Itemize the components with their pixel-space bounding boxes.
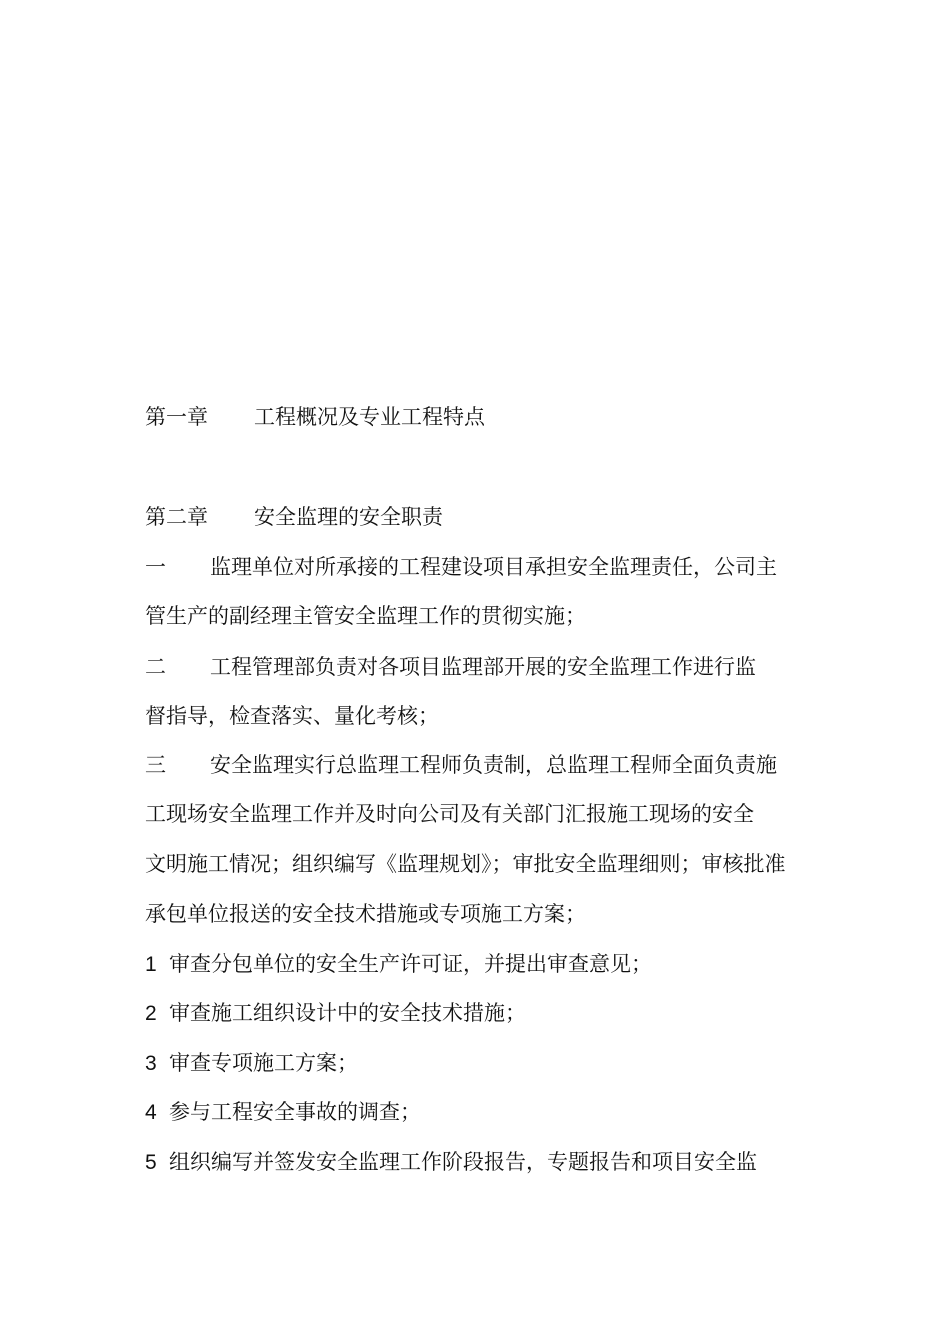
chapter-1-heading [145,403,485,431]
clause-3-line-4: 承包单位报送的安全技术措施或专项施工方案； [145,902,586,926]
list-item-text: 参与工程安全事故的调查； [169,1100,421,1124]
list-item [145,1049,358,1078]
clause-2-line-1 [145,653,756,681]
list-item [145,1098,421,1127]
clause-2-text-1: 工程管理部负责对各项目监理部开展的安全监理工作进行监 [210,655,756,679]
list-item [145,999,526,1028]
list-item [145,1148,757,1177]
list-item-number: 4 [145,1101,157,1124]
clause-1-text-1: 监理单位对所承接的工程建设项目承担安全监理责任，公司主 [210,555,777,579]
list-item-number: 1 [145,953,157,976]
clause-3-line-3: 文明施工情况；组织编写《监理规划》；审批安全监理细则；审核批准 [145,852,786,876]
chapter-2-number: 第二章 [145,505,208,529]
clause-3-marker: 三 [145,753,166,777]
clause-3-line-1 [145,751,777,779]
list-item-number: 2 [145,1002,157,1025]
list-item-number: 5 [145,1151,157,1174]
clause-1-line-2: 管生产的副经理主管安全监理工作的贯彻实施； [145,604,586,628]
list-item-text: 组织编写并签发安全监理工作阶段报告，专题报告和项目安全监 [169,1150,757,1174]
chapter-2-heading [145,503,443,531]
chapter-2-title: 安全监理的安全职责 [254,505,443,529]
clause-2-line-2: 督指导，检查落实、量化考核； [145,704,439,728]
clause-3-text-1: 安全监理实行总监理工程师负责制，总监理工程师全面负责施 [210,753,777,777]
list-item-text: 审查分包单位的安全生产许可证，并提出审查意见； [169,952,652,976]
clause-3-line-2: 工现场安全监理工作并及时向公司及有关部门汇报施工现场的安全 [145,802,754,826]
list-item [145,950,652,979]
chapter-1-title: 工程概况及专业工程特点 [254,405,485,429]
clause-1-line-1 [145,553,777,581]
list-item-text: 审查施工组织设计中的安全技术措施； [169,1001,526,1025]
chapter-1-number: 第一章 [145,405,208,429]
list-item-number: 3 [145,1052,157,1075]
clause-2-marker: 二 [145,655,166,679]
clause-1-marker: 一 [145,555,166,579]
list-item-text: 审查专项施工方案； [169,1051,358,1075]
